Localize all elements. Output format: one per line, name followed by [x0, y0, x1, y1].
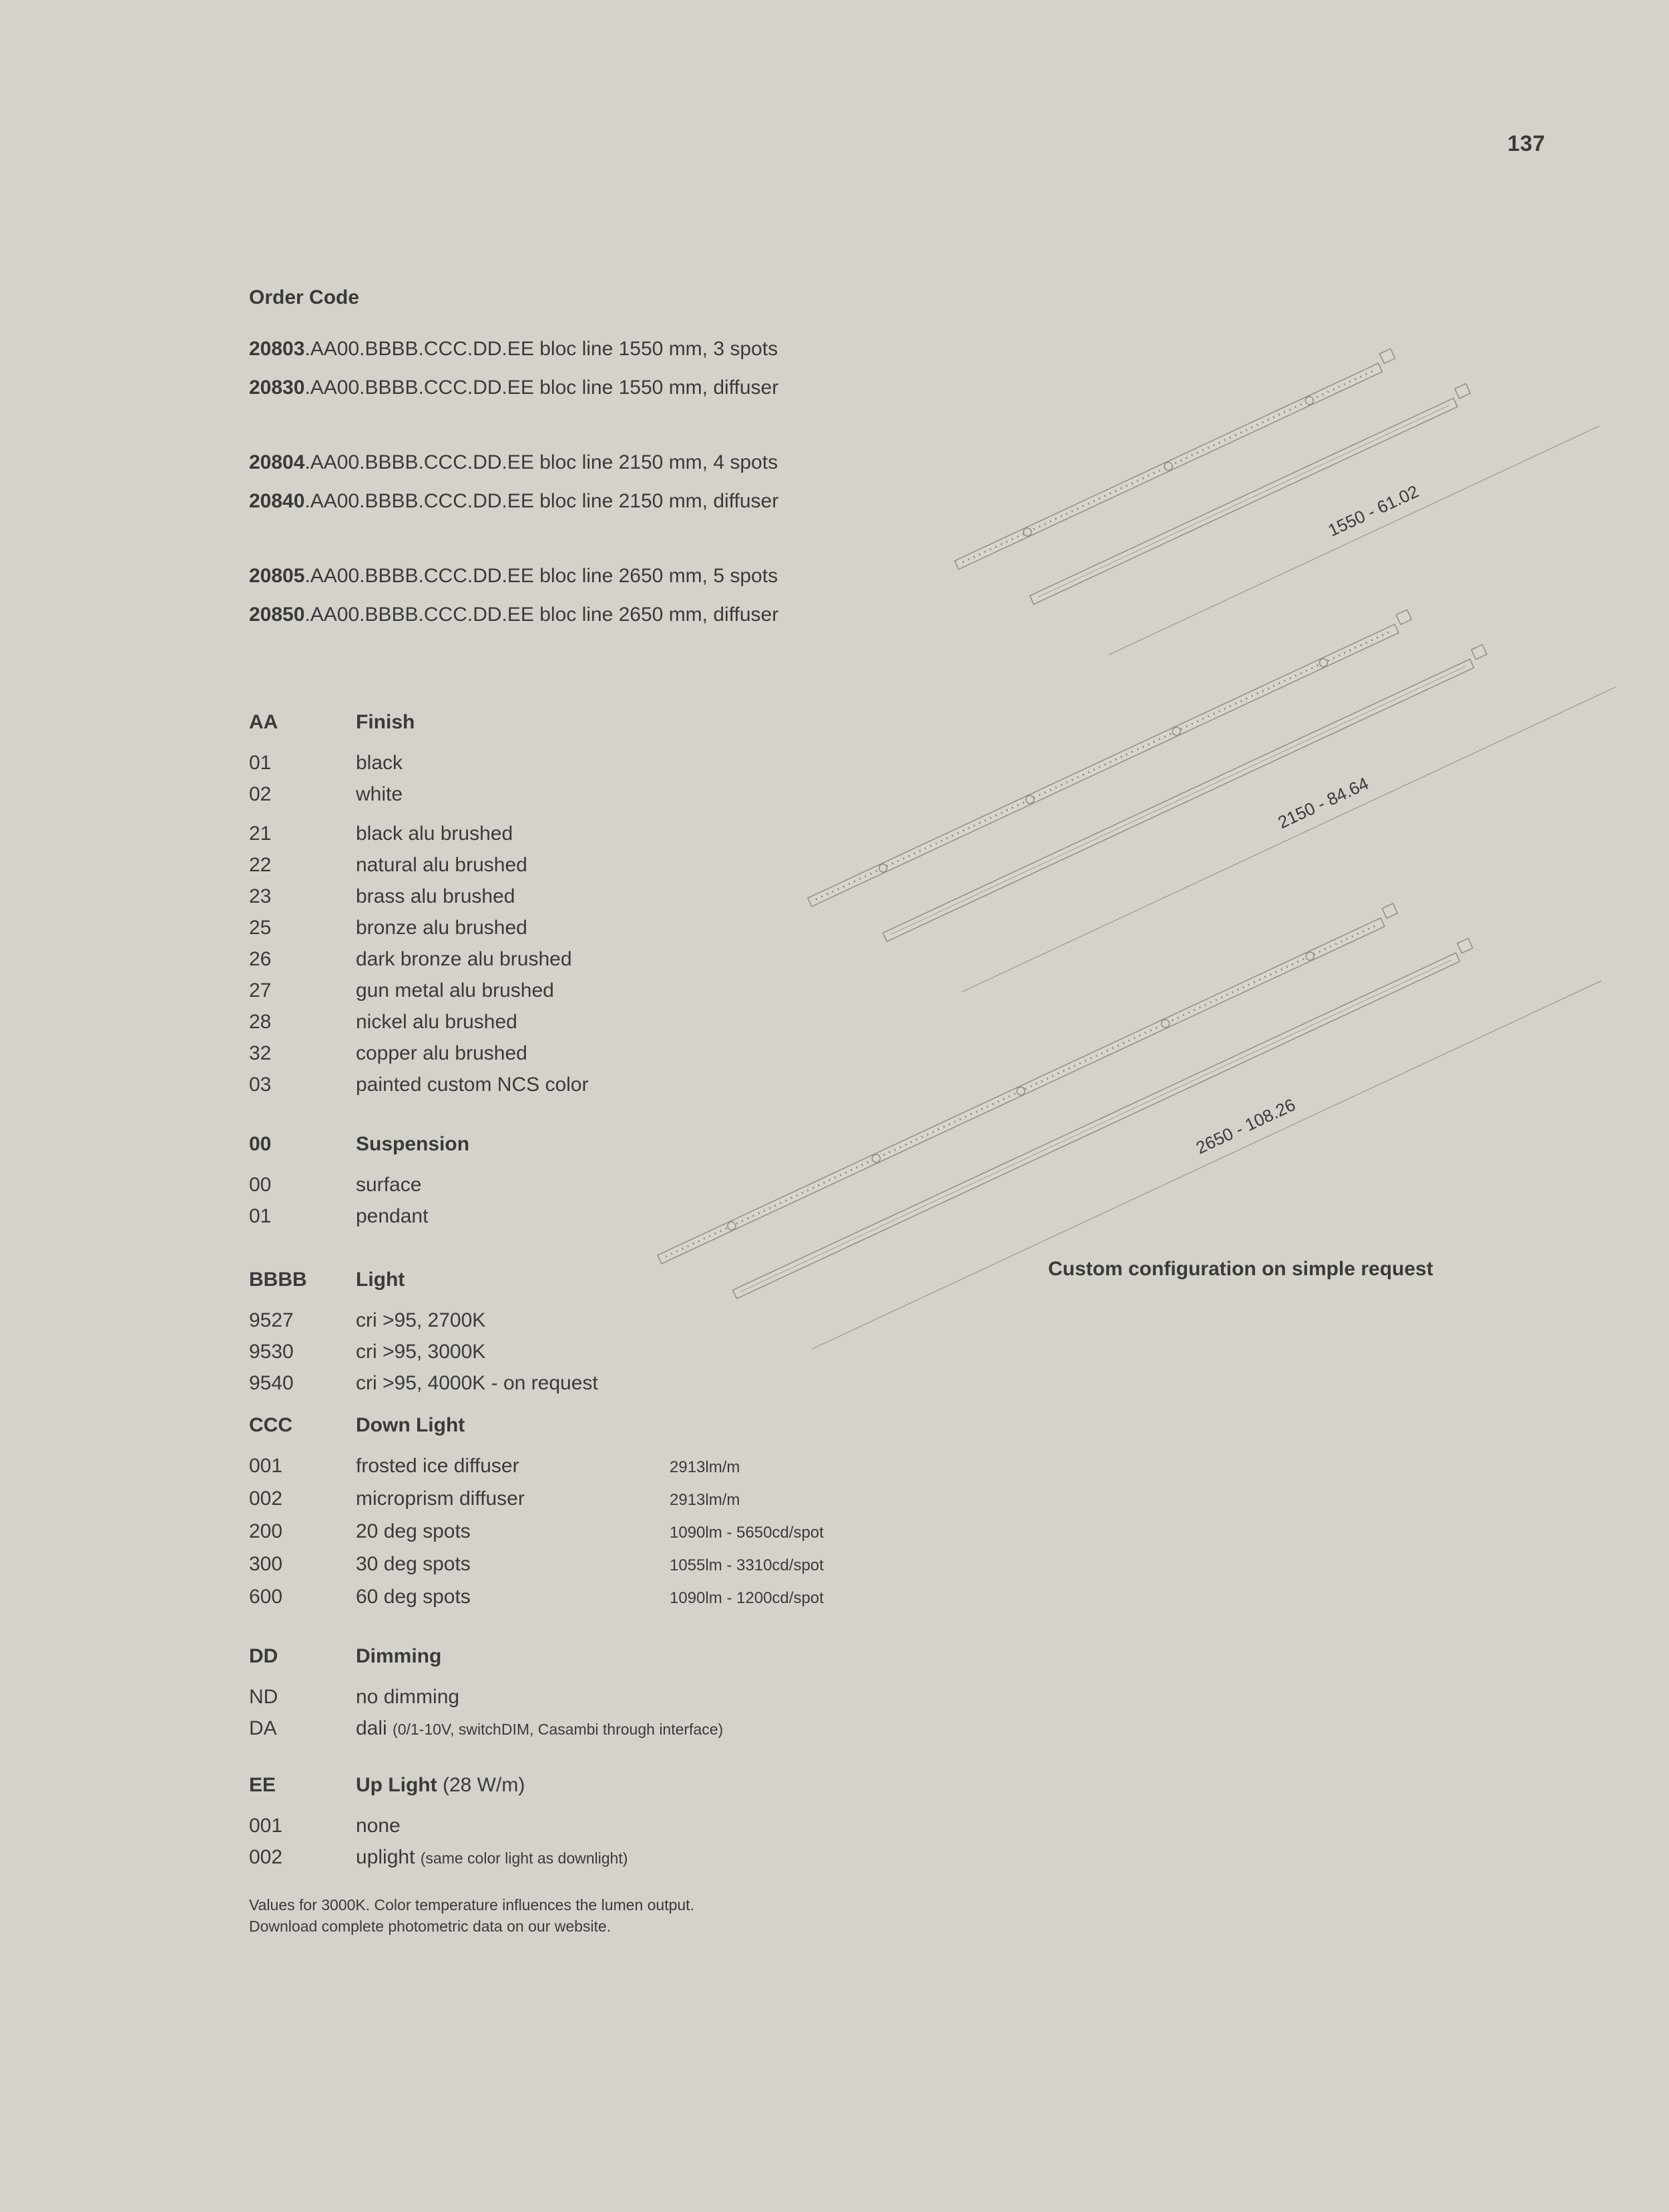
row-label: no dimming [356, 1686, 460, 1708]
order-code-description: .AA00.BBBB.CCC.DD.EE bloc line 2650 mm, diffuser [304, 604, 779, 626]
row-label: pendant [356, 1205, 429, 1227]
row-label: cri >95, 3000K [356, 1341, 486, 1363]
row-label: brass alu brushed [356, 885, 515, 907]
row-code: 32 [249, 1042, 272, 1064]
row-label: nickel alu brushed [356, 1011, 517, 1033]
row-label: surface [356, 1174, 422, 1196]
row-label: frosted ice diffuser [356, 1455, 519, 1477]
row-value: 1055lm - 3310cd/spot [670, 1556, 824, 1574]
spec-row [249, 1548, 957, 1581]
row-label: 30 deg spots [356, 1553, 471, 1575]
row-label: painted custom NCS color [356, 1074, 589, 1096]
row-label: bronze alu brushed [356, 917, 527, 939]
row-code: 21 [249, 823, 272, 845]
row-code: 22 [249, 854, 272, 876]
spec-row [249, 1038, 957, 1069]
row-label: dark bronze alu brushed [356, 948, 572, 970]
section-finish [249, 706, 957, 1100]
spec-row [249, 779, 957, 810]
row-label: cri >95, 4000K - on request [356, 1372, 598, 1394]
luminaire-2150-diffuser [880, 644, 1490, 941]
order-code-line [249, 330, 957, 369]
row-code: 03 [249, 1074, 272, 1096]
order-code-number: 20850 [249, 604, 305, 626]
spec-row [249, 1200, 957, 1232]
order-code-line [249, 482, 957, 521]
row-code: 9530 [249, 1341, 294, 1363]
spec-row [249, 975, 957, 1006]
section-title-group [356, 1769, 670, 1801]
row-note: (0/1-10V, switchDIM, Casambi through interface) [393, 1721, 724, 1738]
row-label: copper alu brushed [356, 1042, 527, 1064]
section-header [249, 1769, 957, 1801]
row-label: black [356, 752, 403, 774]
row-code: 25 [249, 917, 272, 939]
spec-row [249, 1305, 957, 1336]
section-title: Down Light [356, 1414, 465, 1436]
order-code-line [249, 369, 957, 407]
section-header [249, 706, 957, 738]
section-title: Up Light [356, 1774, 437, 1796]
spec-row [249, 881, 957, 912]
footnote [249, 1894, 957, 1937]
section-key: 00 [249, 1133, 272, 1155]
section-key: CCC [249, 1414, 292, 1436]
row-value: 2913lm/m [670, 1491, 740, 1509]
row-note: (same color light as downlight) [420, 1849, 628, 1867]
section-key: EE [249, 1774, 276, 1796]
spec-row [249, 912, 957, 943]
row-code: DA [249, 1717, 277, 1739]
section-title: Light [356, 1269, 405, 1291]
row-code: 300 [249, 1553, 283, 1575]
section-downlight [249, 1409, 957, 1614]
section-title: Dimming [356, 1645, 442, 1667]
row-code: 23 [249, 885, 272, 907]
row-code: 001 [249, 1815, 283, 1837]
order-code-description: .AA00.BBBB.CCC.DD.EE bloc line 2150 mm, 4 spots [304, 451, 778, 473]
dimension-label-2650: 2650 - 108.26 [1192, 1094, 1298, 1158]
drawing-group-1550 [951, 282, 1599, 697]
page-number: 137 [1507, 131, 1545, 156]
section-header [249, 1640, 957, 1672]
section-key: BBBB [249, 1269, 307, 1291]
order-code-description: .AA00.BBBB.CCC.DD.EE bloc line 2150 mm, diffuser [304, 490, 779, 512]
row-code: 27 [249, 979, 272, 1002]
row-label-group [356, 1841, 670, 1874]
section-light [249, 1264, 957, 1399]
row-label: gun metal alu brushed [356, 979, 554, 1002]
row-code: 02 [249, 783, 272, 805]
row-label: black alu brushed [356, 823, 513, 845]
custom-configuration-note: Custom configuration on simple request [1048, 1258, 1433, 1280]
row-label: uplight [356, 1846, 415, 1868]
order-code-number: 20805 [249, 565, 305, 587]
row-code: 002 [249, 1846, 283, 1868]
spec-row [249, 1450, 957, 1483]
dimension-label-2150: 2150 - 84.64 [1274, 772, 1372, 833]
spec-row [249, 747, 957, 779]
row-code: 01 [249, 1205, 272, 1227]
order-code-title: Order Code [249, 286, 360, 308]
row-label: 20 deg spots [356, 1520, 471, 1542]
spec-row [249, 1006, 957, 1038]
row-label: microprism diffuser [356, 1488, 525, 1510]
spec-row [249, 1810, 957, 1841]
footnote-line-1: Values for 3000K. Color temperature influences the lumen output. [249, 1896, 694, 1914]
section-title: Finish [356, 711, 415, 733]
row-code: 00 [249, 1174, 272, 1196]
order-code-number: 20804 [249, 451, 305, 473]
section-key: DD [249, 1645, 278, 1667]
spec-row [249, 1681, 957, 1713]
order-code-number: 20840 [249, 490, 305, 512]
row-code: 002 [249, 1488, 283, 1510]
row-label: cri >95, 2700K [356, 1309, 486, 1331]
order-code-number: 20830 [249, 377, 305, 399]
section-header [249, 1409, 957, 1441]
spec-row [249, 1069, 957, 1100]
spec-row [249, 818, 957, 849]
row-code: 26 [249, 948, 272, 970]
spec-row [249, 943, 957, 975]
row-value: 1090lm - 5650cd/spot [670, 1524, 824, 1542]
spec-row [249, 1516, 957, 1548]
spec-row [249, 849, 957, 881]
row-label: 60 deg spots [356, 1586, 471, 1608]
section-key: AA [249, 711, 278, 733]
spec-row [249, 1713, 957, 1745]
footnote-line-2: Download complete photometric data on our website. [249, 1918, 612, 1935]
row-code: 600 [249, 1586, 283, 1608]
dimension-label-1550: 1550 - 61.02 [1325, 481, 1422, 541]
section-title: Suspension [356, 1133, 470, 1155]
row-label: natural alu brushed [356, 854, 527, 876]
section-dimming [249, 1640, 957, 1745]
row-code: 001 [249, 1455, 283, 1477]
order-code-description: .AA00.BBBB.CCC.DD.EE bloc line 1550 mm, diffuser [304, 377, 779, 399]
row-code: 9540 [249, 1372, 294, 1394]
row-code: 01 [249, 752, 272, 774]
order-code-group-2650 [249, 557, 957, 634]
section-header [249, 1128, 957, 1160]
spec-row [249, 1169, 957, 1200]
row-code: 200 [249, 1520, 283, 1542]
section-title-note: (28 W/m) [442, 1774, 525, 1796]
order-code-number: 20803 [249, 338, 305, 360]
spec-row [249, 1336, 957, 1367]
row-label: white [356, 783, 403, 805]
row-value: 1090lm - 1200cd/spot [670, 1589, 824, 1607]
section-header [249, 1264, 957, 1295]
spec-row [249, 1367, 957, 1399]
row-label-group [356, 1713, 724, 1745]
order-code-line [249, 596, 957, 634]
section-suspension [249, 1128, 957, 1232]
row-code: 9527 [249, 1309, 294, 1331]
spec-row [249, 1581, 957, 1614]
order-code-line [249, 557, 957, 596]
row-label: dali [356, 1717, 387, 1739]
order-code-group-2150 [249, 443, 957, 521]
row-label: none [356, 1815, 401, 1837]
order-code-line [249, 443, 957, 482]
dimension-line-2150 [962, 687, 1616, 991]
order-code-group-1550 [249, 330, 957, 407]
spec-row [249, 1841, 957, 1874]
spec-column [249, 286, 957, 1937]
order-code-description: .AA00.BBBB.CCC.DD.EE bloc line 1550 mm, 3 spots [304, 338, 778, 360]
row-code: 28 [249, 1011, 272, 1033]
row-code: ND [249, 1686, 278, 1708]
order-code-description: .AA00.BBBB.CCC.DD.EE bloc line 2650 mm, 5 spots [304, 565, 778, 587]
section-uplight [249, 1769, 957, 1874]
spec-row [249, 1483, 957, 1516]
row-value: 2913lm/m [670, 1458, 740, 1476]
